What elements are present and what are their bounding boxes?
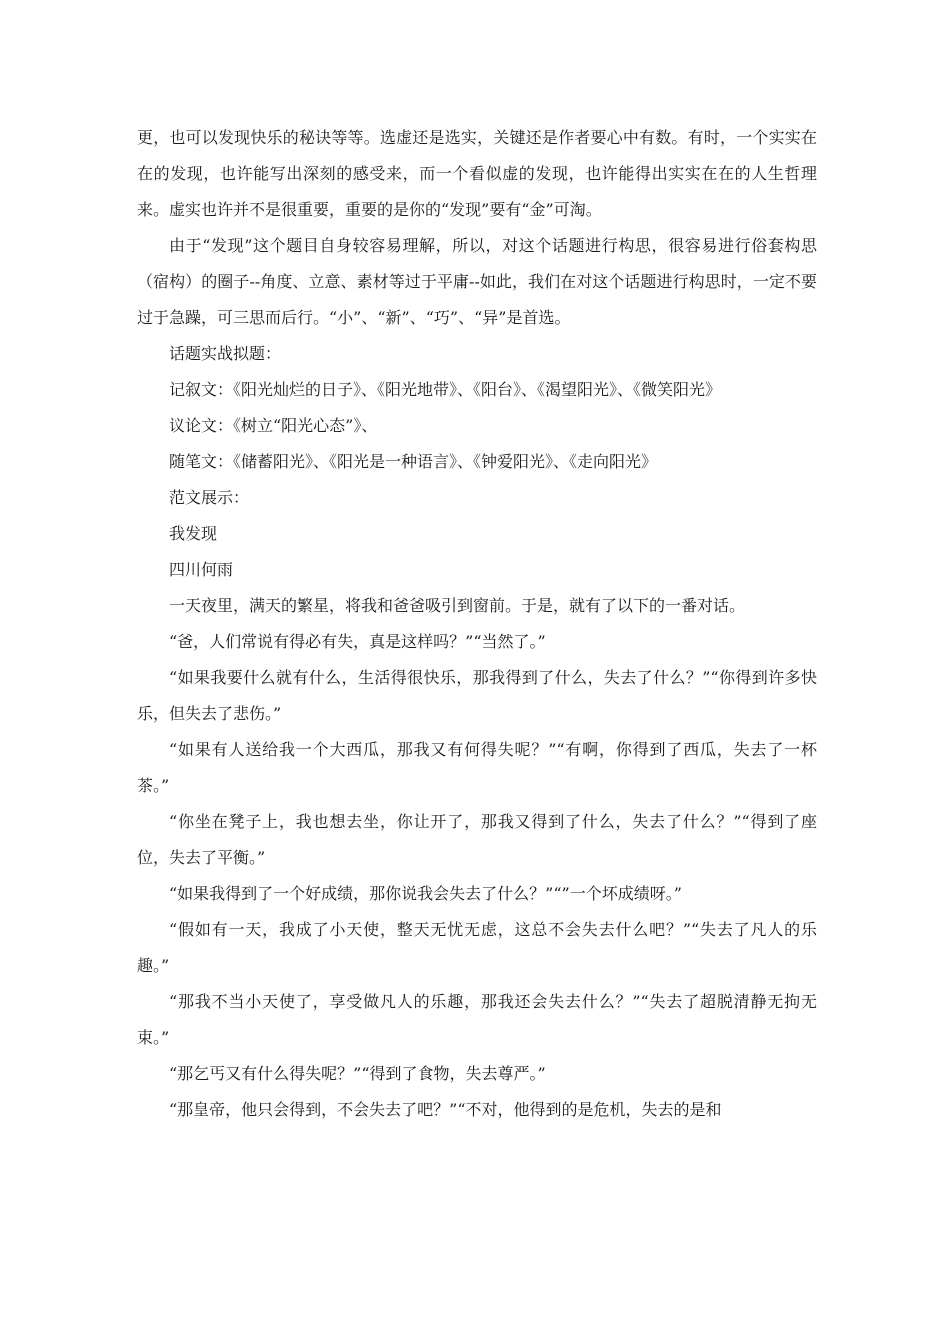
essay-title: 我发现 bbox=[169, 524, 218, 543]
document-body bbox=[137, 120, 817, 1128]
essay-dialogue: “假如有一天，我成了小天使，整天无忧无虑，这总不会失去什么吧？”“失去了凡人的乐趣。” bbox=[137, 920, 817, 975]
paragraph-sample-heading: 范文展示： bbox=[169, 488, 250, 507]
essay-dialogue: “那皇帝，他只会得到，不会失去了吧？”“不对，他得到的是危机，失去的是和 bbox=[169, 1100, 722, 1119]
essay-dialogue: “你坐在凳子上，我也想去坐，你让开了，那我又得到了什么，失去了什么？”“得到了座位，失去了平衡。” bbox=[137, 812, 817, 867]
essay-dialogue: “如果我得到了一个好成绩，那你说我会失去了什么？”“”一个坏成绩呀。” bbox=[169, 884, 682, 903]
essay-dialogue: “如果有人送给我一个大西瓜，那我又有何得失呢？”“有啊，你得到了西瓜，失去了一杯茶。” bbox=[137, 740, 817, 795]
essay-dialogue: “爸，人们常说有得必有失，真是这样吗？”“当然了。” bbox=[169, 632, 546, 651]
paragraph-topic-analysis: 由于“发现”这个题目自身较容易理解，所以，对这个话题进行构思，很容易进行俗套构思（宿构）的圈子--角度、立意、素材等过于平庸--如此，我们在对这个话题进行构思时，一定不要过于急躁，可三思而后行。“小”、“新”、“巧”、“异”是首选。 bbox=[137, 236, 817, 327]
paragraph-title-practice-heading: 话题实战拟题： bbox=[169, 344, 282, 363]
essay-author: 四川何雨 bbox=[169, 560, 234, 579]
paragraph-continuation: 更，也可以发现快乐的秘诀等等。选虚还是选实，关键还是作者要心中有数。有时，一个实实在在的发现，也许能写出深刻的感受来，而一个看似虚的发现，也许能得出实实在在的人生哲理来。虚实也许并不是很重要，重要的是你的“发现”要有“金”可淘。 bbox=[137, 128, 817, 219]
paragraph-argumentative-titles: 议论文：《树立“阳光心态”》、 bbox=[169, 416, 378, 435]
essay-dialogue: “那乞丐又有什么得失呢？”“得到了食物，失去尊严。” bbox=[169, 1064, 546, 1083]
essay-dialogue: “如果我要什么就有什么，生活得很快乐，那我得到了什么，失去了什么？”“你得到许多快乐，但失去了悲伤。” bbox=[137, 668, 817, 723]
paragraph-essay-titles: 随笔文：《储蓄阳光》、《阳光是一种语言》、《钟爱阳光》、《走向阳光》 bbox=[169, 452, 658, 471]
essay-paragraph: 一天夜里，满天的繁星，将我和爸爸吸引到窗前。于是，就有了以下的一番对话。 bbox=[169, 596, 746, 615]
essay-dialogue: “那我不当小天使了，享受做凡人的乐趣，那我还会失去什么？”“失去了超脱清静无拘无束。” bbox=[137, 992, 817, 1047]
paragraph-narrative-titles: 记叙文：《阳光灿烂的日子》、《阳光地带》、《阳台》、《渴望阳光》、《微笑阳光》 bbox=[169, 380, 722, 399]
